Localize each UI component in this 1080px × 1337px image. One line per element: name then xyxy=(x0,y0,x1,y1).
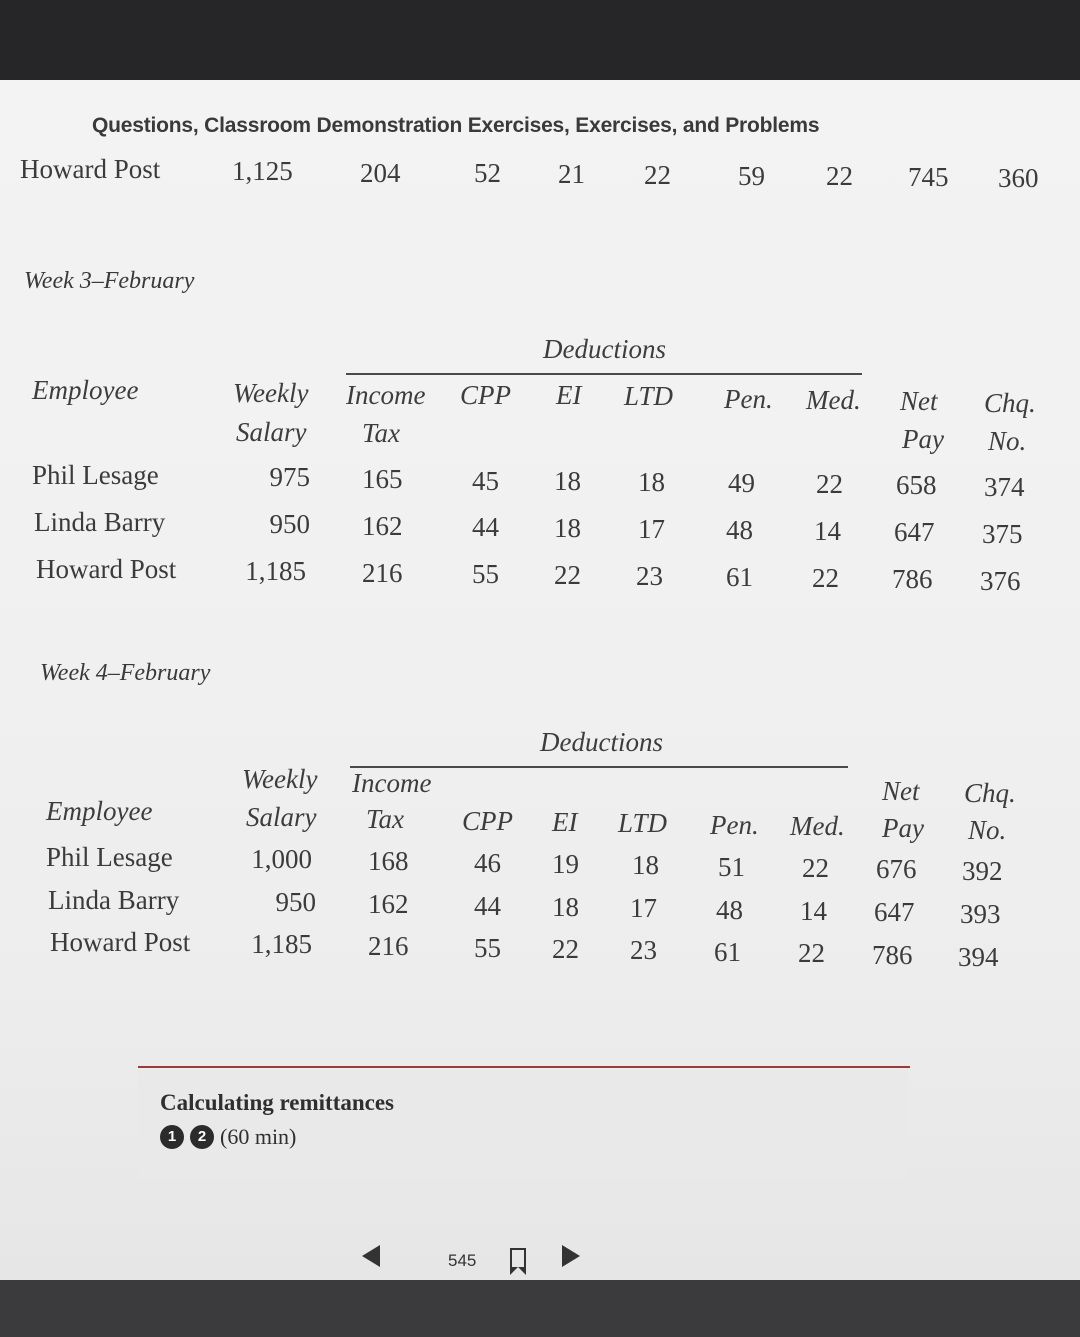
objective-badge-1: 1 xyxy=(160,1125,184,1149)
top-dark-bar xyxy=(0,0,1080,80)
w3-r3-pen: 61 xyxy=(726,562,753,592)
w3-r2-pen: 48 xyxy=(726,515,753,545)
w4-r1-tax: 168 xyxy=(368,846,409,876)
w4-hdr-weekly: Weekly xyxy=(242,764,318,794)
w3-hdr-salary: Salary xyxy=(236,417,307,447)
w3-r3-cpp: 55 xyxy=(472,559,499,589)
w3-hdr-pay: Pay xyxy=(902,424,944,454)
carryover-net: 745 xyxy=(908,162,949,192)
w3-hdr-cpp: CPP xyxy=(460,380,511,410)
w4-r1-salary: 1,000 xyxy=(251,844,312,874)
w4-r1-ltd: 18 xyxy=(632,850,659,880)
section-divider xyxy=(138,1066,910,1068)
w3-hdr-pen: Pen. xyxy=(724,384,773,414)
carryover-ltd: 22 xyxy=(644,160,671,190)
carryover-chq: 360 xyxy=(998,163,1039,193)
w3-r2-employee: Linda Barry xyxy=(34,507,166,537)
carryover-employee: Howard Post xyxy=(20,154,161,184)
w4-r2-tax: 162 xyxy=(368,889,409,919)
w4-r1-ei: 19 xyxy=(552,849,579,879)
w4-hdr-pay: Pay xyxy=(882,813,924,843)
document-page xyxy=(0,80,1080,1280)
w3-r3-employee: Howard Post xyxy=(36,554,177,584)
w4-r3-chq: 394 xyxy=(958,942,999,972)
w4-hdr-ltd: LTD xyxy=(618,808,667,838)
remittances-meta xyxy=(160,1124,296,1150)
w4-r2-cpp: 44 xyxy=(474,891,501,921)
w4-r3-med: 22 xyxy=(798,938,825,968)
next-page-button[interactable] xyxy=(562,1245,580,1267)
bookmark-icon xyxy=(510,1248,526,1268)
w3-hdr-net: Net xyxy=(900,386,938,416)
w3-r2-ltd: 17 xyxy=(638,514,665,544)
w4-r2-salary: 950 xyxy=(275,887,316,917)
week4-title: Week 4–February xyxy=(40,660,211,686)
w4-hdr-med: Med. xyxy=(790,811,845,841)
w3-r2-cpp: 44 xyxy=(472,512,499,542)
w3-hdr-income: Income xyxy=(346,380,426,410)
w4-r2-ltd: 17 xyxy=(630,893,657,923)
w3-hdr-ltd: LTD xyxy=(624,381,673,411)
w3-r2-salary: 950 xyxy=(269,509,310,539)
w4-hdr-income: Income xyxy=(352,768,432,798)
w4-r3-cpp: 55 xyxy=(474,933,501,963)
w3-r3-net: 786 xyxy=(892,564,933,594)
w3-hdr-med: Med. xyxy=(806,385,861,415)
w3-r1-tax: 165 xyxy=(362,464,403,494)
w4-hdr-tax: Tax xyxy=(366,804,405,834)
w4-r3-salary: 1,185 xyxy=(251,929,312,959)
w3-r2-ei: 18 xyxy=(554,513,581,543)
remittances-title: Calculating remittances xyxy=(160,1090,395,1115)
w4-hdr-salary: Salary xyxy=(246,802,317,832)
week3-title: Week 3–February xyxy=(24,268,195,294)
w4-hdr-no: No. xyxy=(968,815,1007,845)
w3-r3-salary: 1,185 xyxy=(245,556,306,586)
w3-r3-med: 22 xyxy=(812,563,839,593)
w3-r1-ei: 18 xyxy=(554,466,581,496)
w3-r1-salary: 975 xyxy=(269,462,310,492)
week4-deductions-label: Deductions xyxy=(540,727,663,757)
w3-hdr-no: No. xyxy=(988,426,1027,456)
page-number: 545 xyxy=(448,1251,477,1270)
w3-r1-pen: 49 xyxy=(728,468,755,498)
w4-hdr-net: Net xyxy=(882,776,920,806)
w3-r3-ei: 22 xyxy=(554,560,581,590)
carryover-med: 22 xyxy=(826,161,853,191)
w3-r2-med: 14 xyxy=(814,516,841,546)
w4-r3-net: 786 xyxy=(872,940,913,970)
w4-r1-pen: 51 xyxy=(718,852,745,882)
carryover-pen: 59 xyxy=(738,161,765,191)
w4-r3-employee: Howard Post xyxy=(50,927,191,957)
w4-r3-tax: 216 xyxy=(368,931,409,961)
w4-r1-med: 22 xyxy=(802,853,829,883)
w4-r1-cpp: 46 xyxy=(474,848,501,878)
w4-r3-ei: 22 xyxy=(552,934,579,964)
w4-hdr-pen: Pen. xyxy=(710,810,759,840)
w4-hdr-chq: Chq. xyxy=(964,778,1016,808)
w3-r3-tax: 216 xyxy=(362,558,403,588)
w3-r1-ltd: 18 xyxy=(638,467,665,497)
carryover-tax: 204 xyxy=(360,158,401,188)
w3-r2-tax: 162 xyxy=(362,511,403,541)
w3-hdr-employee: Employee xyxy=(32,375,139,405)
w4-r2-net: 647 xyxy=(874,897,915,927)
w3-hdr-ei: EI xyxy=(556,380,582,410)
w3-r1-cpp: 45 xyxy=(472,466,499,496)
prev-page-button[interactable] xyxy=(362,1245,380,1267)
w3-r3-ltd: 23 xyxy=(636,561,663,591)
w4-r2-employee: Linda Barry xyxy=(48,885,180,915)
w4-r3-ltd: 23 xyxy=(630,935,657,965)
w4-r3-pen: 61 xyxy=(714,937,741,967)
w3-r2-chq: 375 xyxy=(982,519,1023,549)
arrow-left-icon xyxy=(362,1245,380,1267)
w3-r2-net: 647 xyxy=(894,517,935,547)
w4-hdr-employee: Employee xyxy=(46,796,153,826)
w3-hdr-weekly: Weekly xyxy=(233,378,309,408)
w4-r1-chq: 392 xyxy=(962,856,1003,886)
w3-r1-employee: Phil Lesage xyxy=(32,460,159,490)
w3-hdr-tax: Tax xyxy=(362,418,401,448)
objective-badge-2: 2 xyxy=(190,1125,214,1149)
w4-r2-chq: 393 xyxy=(960,899,1001,929)
w4-r2-ei: 18 xyxy=(552,892,579,922)
w3-r1-med: 22 xyxy=(816,469,843,499)
w3-r3-chq: 376 xyxy=(980,566,1021,596)
carryover-cpp: 52 xyxy=(474,158,501,188)
week3-deductions-label: Deductions xyxy=(543,334,666,364)
w4-hdr-ei: EI xyxy=(552,807,578,837)
arrow-right-icon xyxy=(562,1245,580,1267)
carryover-salary: 1,125 xyxy=(232,156,293,186)
w4-r2-pen: 48 xyxy=(716,895,743,925)
remittances-box xyxy=(138,1070,908,1180)
w4-r2-med: 14 xyxy=(800,896,827,926)
week3-deductions-rule xyxy=(346,373,862,375)
w3-r1-net: 658 xyxy=(896,470,937,500)
bottom-dark-bar xyxy=(0,1280,1080,1337)
carryover-ei: 21 xyxy=(558,159,585,189)
remittances-duration: (60 min) xyxy=(220,1124,297,1149)
w4-r1-net: 676 xyxy=(876,854,917,884)
w3-hdr-chq: Chq. xyxy=(984,388,1036,418)
bookmark-button[interactable] xyxy=(510,1248,526,1268)
w3-r1-chq: 374 xyxy=(984,472,1025,502)
w4-hdr-cpp: CPP xyxy=(462,806,513,836)
w4-r1-employee: Phil Lesage xyxy=(46,842,173,872)
section-header: Questions, Classroom Demonstration Exercises, Exercises, and Problems xyxy=(92,114,820,137)
